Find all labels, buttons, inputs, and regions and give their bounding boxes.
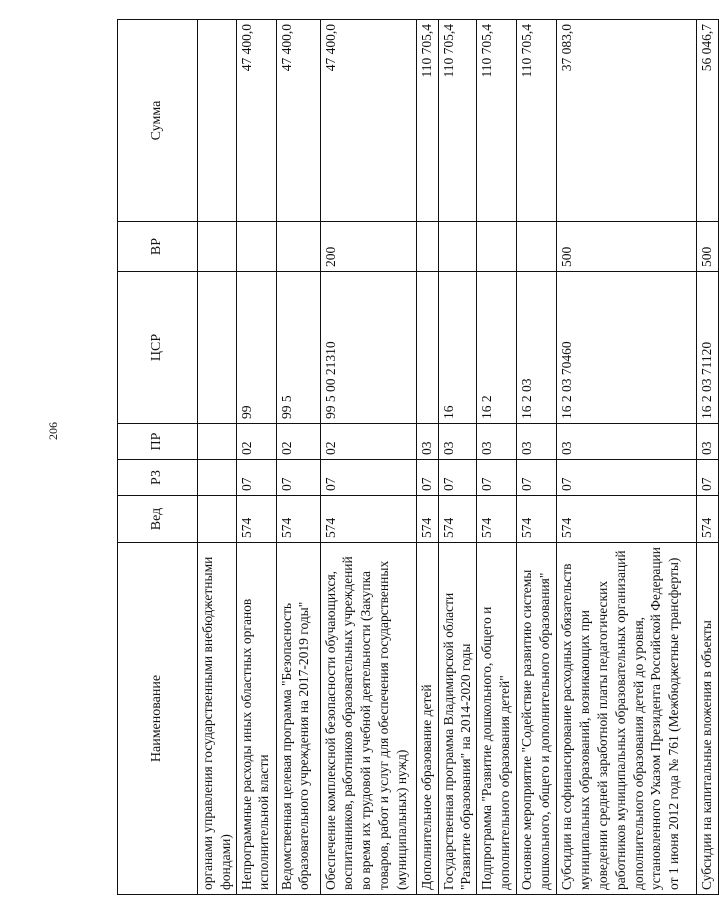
- cell-vr: 500: [697, 222, 719, 272]
- cell-ved: 574: [517, 496, 557, 543]
- header-vr: ВР: [118, 222, 198, 272]
- cell-pr: 03: [697, 424, 719, 460]
- cell-pr: 02: [320, 424, 416, 460]
- cell-csr: [198, 272, 237, 424]
- table-header-row: [118, 20, 198, 895]
- cell-sum: [198, 20, 237, 222]
- cell-ved: 574: [557, 496, 697, 543]
- cell-ved: [198, 496, 237, 543]
- header-sum: Сумма: [118, 20, 198, 222]
- cell-sum: 110 705,4: [416, 20, 438, 222]
- cell-name: Субсидии на капитальные вложения в объекты: [697, 543, 719, 895]
- cell-sum: 37 083,0: [557, 20, 697, 222]
- cell-csr: 16 2 03 71120: [697, 272, 719, 424]
- cell-sum: 47 400,0: [236, 20, 276, 222]
- cell-vr: [198, 222, 237, 272]
- cell-vr: [517, 222, 557, 272]
- cell-name: Основное мероприятие "Содействие развитию системы дошкольного, общего и дополнительного образования": [517, 543, 557, 895]
- cell-csr: 16: [438, 272, 477, 424]
- cell-rz: 07: [276, 460, 320, 496]
- cell-rz: 07: [416, 460, 438, 496]
- header-rz: РЗ: [118, 460, 198, 496]
- budget-table: [117, 19, 719, 895]
- cell-csr: 16 2 03: [517, 272, 557, 424]
- table-row: [276, 20, 320, 895]
- table-row: [416, 20, 438, 895]
- cell-ved: 574: [320, 496, 416, 543]
- cell-rz: 07: [557, 460, 697, 496]
- cell-sum: 110 705,4: [477, 20, 517, 222]
- header-ved: Вед: [118, 496, 198, 543]
- cell-name: Субсидии на софинансирование расходных обязательств муниципальных образований, возникающих при доведении средней заработной платы педагогических работников муниципальных образовательных организаций дополнительного образования детей до уровня, установленного Указом Президента Российской Федерации от 1 июня 2012 года № 761 (Межбюджетные трансферты): [557, 543, 697, 895]
- cell-vr: [416, 222, 438, 272]
- cell-vr: [438, 222, 477, 272]
- cell-sum: 56 046,7: [697, 20, 719, 222]
- cell-csr: 16 2: [477, 272, 517, 424]
- cell-csr: 99 5 00 21310: [320, 272, 416, 424]
- cell-pr: 03: [438, 424, 477, 460]
- cell-sum: 110 705,4: [517, 20, 557, 222]
- cell-vr: [477, 222, 517, 272]
- table-row: [320, 20, 416, 895]
- cell-rz: 07: [697, 460, 719, 496]
- cell-name: Обеспечение комплексной безопасности обучающихся, воспитанников, работников образовательных учреждений во время их трудовой и учебной деятельности (Закупка товаров, работ и услуг для обеспечения государственных (муниципальных) нужд): [320, 543, 416, 895]
- cell-pr: 03: [477, 424, 517, 460]
- cell-name: Государственная программа Владимирской области "Развитие образования" на 2014-2020 годы: [438, 543, 477, 895]
- cell-pr: 02: [276, 424, 320, 460]
- cell-name: органами управления государственными внебюджетными фондами): [198, 543, 237, 895]
- cell-pr: [198, 424, 237, 460]
- cell-sum: 47 400,0: [276, 20, 320, 222]
- cell-rz: 07: [517, 460, 557, 496]
- cell-csr: [416, 272, 438, 424]
- cell-sum: 47 400,0: [320, 20, 416, 222]
- cell-rz: 07: [320, 460, 416, 496]
- header-name: Наименование: [118, 543, 198, 895]
- table-row: [477, 20, 517, 895]
- cell-rz: 07: [477, 460, 517, 496]
- header-pr: ПР: [118, 424, 198, 460]
- cell-vr: 500: [557, 222, 697, 272]
- cell-vr: [236, 222, 276, 272]
- table-row: [517, 20, 557, 895]
- cell-rz: 07: [236, 460, 276, 496]
- cell-ved: 574: [416, 496, 438, 543]
- table-row: [697, 20, 719, 895]
- cell-name: Непрограммные расходы иных областных органов исполнительной власти: [236, 543, 276, 895]
- cell-pr: 03: [416, 424, 438, 460]
- table-row: [236, 20, 276, 895]
- header-csr: ЦСР: [118, 272, 198, 424]
- cell-ved: 574: [477, 496, 517, 543]
- cell-pr: 03: [557, 424, 697, 460]
- cell-pr: 02: [236, 424, 276, 460]
- cell-name: Дополнительное образование детей: [416, 543, 438, 895]
- cell-name: Подпрограмма "Развитие дошкольного, общего и дополнительного образования детей": [477, 543, 517, 895]
- cell-csr: 16 2 03 70460: [557, 272, 697, 424]
- cell-rz: 07: [438, 460, 477, 496]
- cell-ved: 574: [276, 496, 320, 543]
- cell-ved: 574: [438, 496, 477, 543]
- cell-vr: 200: [320, 222, 416, 272]
- cell-rz: [198, 460, 237, 496]
- cell-ved: 574: [697, 496, 719, 543]
- cell-vr: [276, 222, 320, 272]
- table-row: [438, 20, 477, 895]
- cell-name: Ведомственная целевая программа "Безопасность образовательного учреждения на 2017-2019 годы": [276, 543, 320, 895]
- cell-csr: 99 5: [276, 272, 320, 424]
- page-number: 206: [46, 422, 60, 440]
- cell-sum: 110 705,4: [438, 20, 477, 222]
- table-row: [198, 20, 237, 895]
- cell-ved: 574: [236, 496, 276, 543]
- budget-table-rotated: [117, 20, 715, 895]
- cell-csr: 99: [236, 272, 276, 424]
- table-row: [557, 20, 697, 895]
- cell-pr: 03: [517, 424, 557, 460]
